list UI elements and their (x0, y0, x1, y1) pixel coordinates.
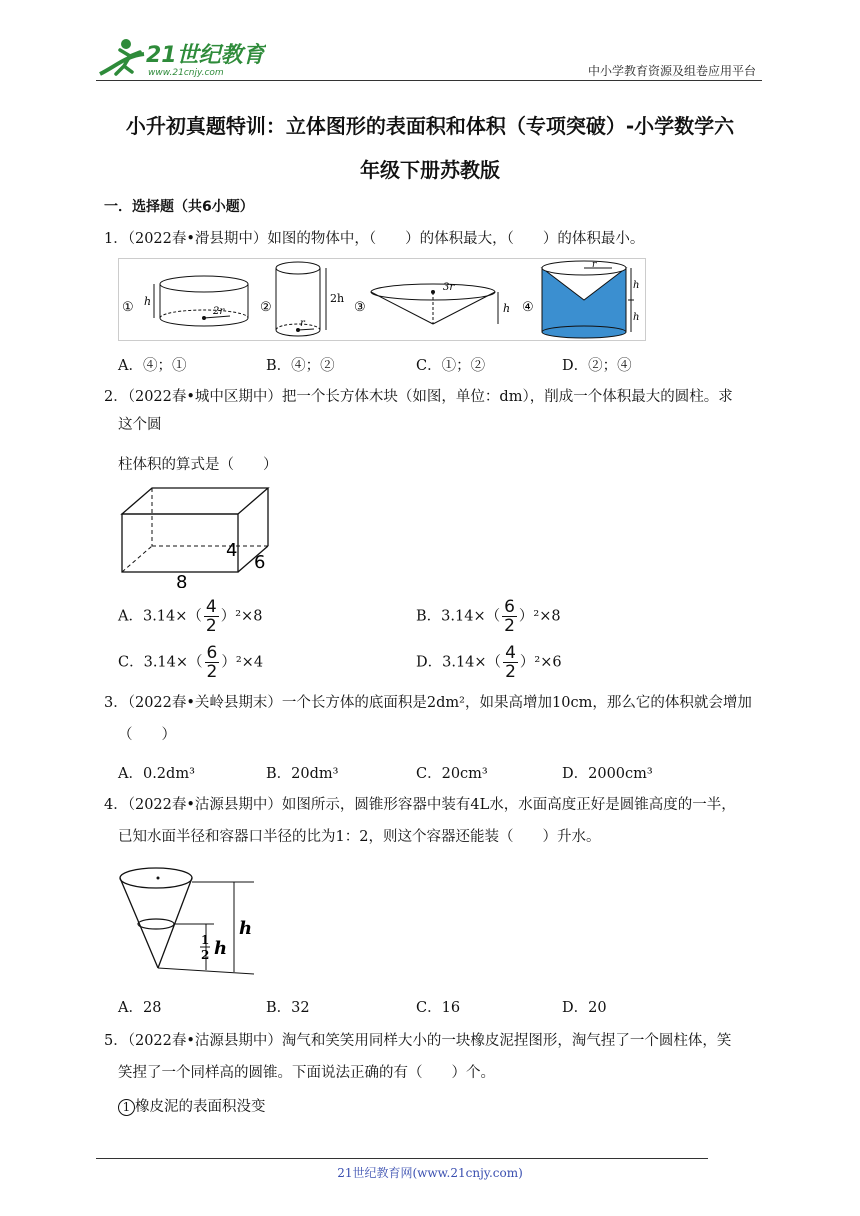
platform-label: 中小学教育资源及组卷应用平台 (587, 64, 756, 78)
page-title-line2: 年级下册苏教版 (360, 158, 500, 182)
q3-option-a[interactable]: A．0.2dm³ (118, 766, 195, 782)
logo-main-text: 21世纪教育 (146, 43, 265, 68)
q2-option-b[interactable]: B．3.14×（ $\frac{6}{2}$ ）²×8 (416, 597, 561, 636)
q2-option-c[interactable]: C．3.14×（ $\frac{6}{2}$ ）²×4 (118, 643, 264, 682)
svg-text:h: h (214, 938, 228, 959)
q1-figure (118, 258, 648, 348)
svg-text:6: 6 (254, 552, 266, 573)
fig2-number: ② (260, 300, 272, 315)
q3-text-line2: （ ） (118, 727, 176, 743)
q2-text-line2: 这个圆 (118, 417, 162, 433)
svg-text:h: h (144, 295, 152, 308)
q2-box-figure (118, 484, 278, 592)
q4-text-line2: 已知水面半径和容器口半径的比为1：2，则这个容器还能装（ ）升水。 (118, 829, 601, 845)
q5-text-line1: 5．（2022春•沽源县期中）淘气和笑笑用同样大小的一块橡皮泥捏图形，淘气捏了一个圆柱体，笑 (104, 1033, 732, 1049)
q4-text-line1: 4．（2022春•沽源县期中）如图所示，圆锥形容器中装有4L水，水面高度正好是圆锥高度的一半， (104, 797, 736, 813)
svg-text:h: h (633, 280, 640, 291)
svg-text:h: h (239, 918, 253, 939)
q3-text-line1: 3．（2022春•关岭县期末）一个长方体的底面积是2dm²，如果高增加10cm，那么它的体积就会增加 (104, 695, 752, 711)
q1-option-d[interactable]: D．②；④ (562, 358, 632, 374)
svg-text:r: r (592, 260, 597, 270)
q2-option-a[interactable]: A．3.14×（ $\frac{4}{2}$ ）²×8 (118, 597, 263, 636)
q4-option-a[interactable]: A．28 (118, 1000, 162, 1016)
q4-option-c[interactable]: C．16 (416, 1000, 461, 1016)
q3-option-c[interactable]: C．20cm³ (416, 766, 488, 782)
svg-text:8: 8 (176, 572, 188, 588)
q5-text-line2: 笑捏了一个同样高的圆锥。下面说法正确的有（ ）个。 (118, 1065, 495, 1081)
footer-divider (96, 1158, 708, 1159)
q2-option-d[interactable]: D．3.14×（ $\frac{4}{2}$ ）²×6 (416, 643, 562, 682)
header-divider (96, 80, 762, 81)
q1-option-a[interactable]: A．④；① (118, 358, 187, 374)
svg-text:1: 1 (201, 933, 210, 947)
q1-text: 1．（2022春•滑县期中）如图的物体中，（ ）的体积最大，（ ）的体积最小。 (104, 231, 645, 247)
page-title-line1: 小升初真题特训：立体图形的表面积和体积（专项突破）-小学数学六 (125, 114, 735, 138)
logo-sub-text: www.21cnjy.com (148, 68, 224, 78)
q1-option-c[interactable]: C．①；② (416, 358, 486, 374)
q2-text-line3: 柱体积的算式是（ ） (118, 457, 278, 473)
q2-text-line1: 2．（2022春•城中区期中）把一个长方体木块（如图，单位：dm），削成一个体积最大的圆柱。求 (104, 389, 733, 405)
q4-option-d[interactable]: D．20 (562, 1000, 607, 1016)
q5-statement-1: 1 橡皮泥的表面积没变 (118, 1096, 266, 1118)
q3-option-d[interactable]: D．2000cm³ (562, 766, 653, 782)
svg-text:2r: 2r (213, 306, 225, 317)
circled-number: 1 (118, 1099, 135, 1116)
svg-text:2h: 2h (330, 292, 345, 305)
fig1-number: ① (122, 300, 134, 315)
site-logo (96, 36, 266, 80)
q3-option-b[interactable]: B．20dm³ (266, 766, 339, 782)
fig3-number: ③ (354, 300, 366, 315)
svg-text:h: h (503, 302, 511, 315)
section-heading: 一．选择题（共6小题） (104, 199, 254, 215)
q1-option-b[interactable]: B．④；② (266, 358, 335, 374)
svg-text:3r: 3r (443, 282, 455, 293)
svg-text:h: h (633, 312, 640, 323)
svg-text:2: 2 (201, 948, 210, 962)
q4-option-b[interactable]: B．32 (266, 1000, 310, 1016)
footer-link[interactable]: 21世纪教育网(www.21cnjy.com) (337, 1166, 523, 1180)
svg-text:4: 4 (226, 540, 238, 561)
q4-cone-figure (118, 862, 268, 986)
fig4-number: ④ (522, 300, 534, 315)
svg-text:r: r (300, 318, 305, 329)
